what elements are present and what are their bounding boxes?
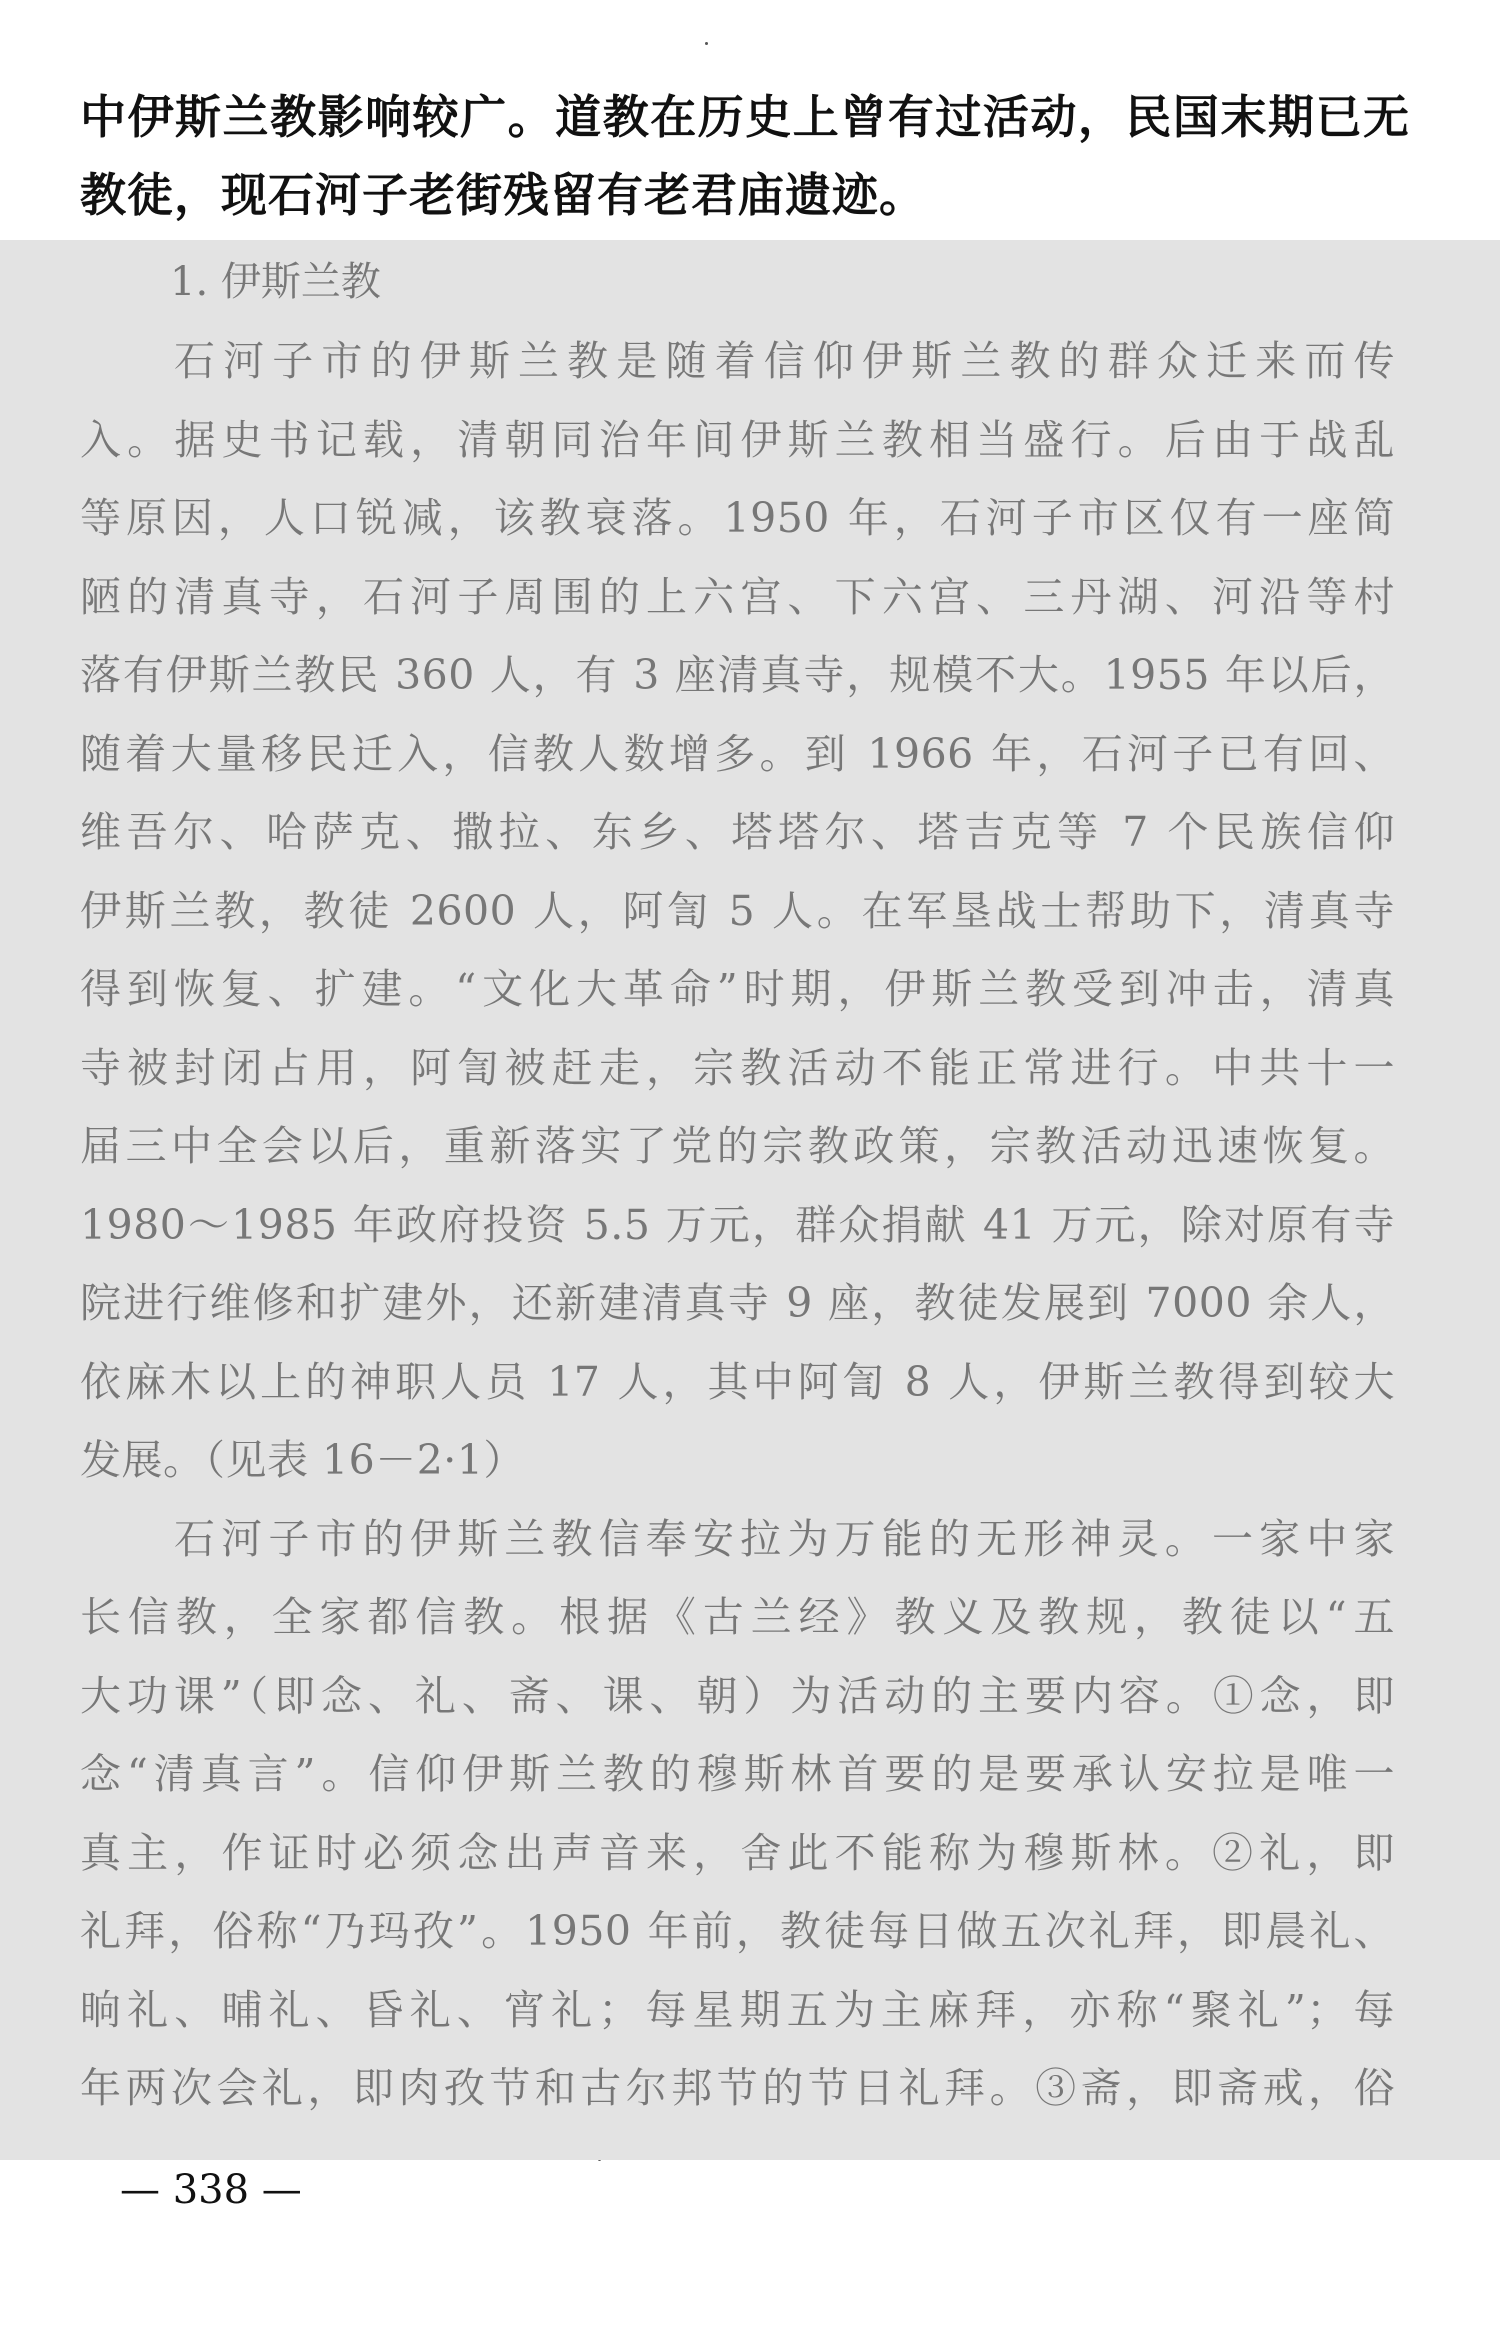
text-line: 维吾尔、哈萨克、撒拉、东乡、塔塔尔、塔吉克等 7 个民族信仰 (80, 808, 1395, 856)
paragraph-2 (80, 1500, 1395, 2128)
page-number: — 338 — (120, 2167, 302, 2213)
text-line: 院进行维修和扩建外，还新建清真寺 9 座，教徒发展到 7000 余人， (80, 1279, 1395, 1327)
text-line: 石河子市的伊斯兰教信奉安拉为万能的无形神灵。一家中家 (174, 1514, 1395, 1563)
text-line: 落有伊斯兰教民 360 人，有 3 座清真寺，规模不大。1955 年以后， (80, 651, 1395, 699)
intro-line: 教徒，现石河子老街残留有老君庙遗迹。 (80, 168, 926, 222)
text-line: 晌礼、晡礼、昏礼、宵礼；每星期五为主麻拜，亦称“聚礼”；每 (80, 1985, 1395, 2034)
section-heading: 1. 伊斯兰教 (170, 259, 381, 305)
text-line: 念“清真言”。信仰伊斯兰教的穆斯林首要的是要承认安拉是唯一 (80, 1750, 1395, 1798)
text-line: 入。据史书记载，清朝同治年间伊斯兰教相当盛行。后由于战乱 (80, 415, 1395, 464)
text-line: 随着大量移民迁入，信教人数增多。到 1966 年，石河子已有回、 (80, 729, 1395, 778)
paragraph-1 (80, 322, 1395, 1500)
text-line: 届三中全会以后，重新落实了党的宗教政策，宗教活动迅速恢复。 (80, 1122, 1395, 1170)
text-line: 等原因，人口锐减，该教衰落。1950 年，石河子市区仅有一座简 (80, 494, 1395, 542)
text-line: 大功课”（即念、礼、斋、课、朝）为活动的主要内容。①念，即 (80, 1671, 1395, 1720)
text-line: 寺被封闭占用，阿訇被赶走，宗教活动不能正常进行。中共十一 (80, 1043, 1395, 1092)
text-line: 1980～1985 年政府投资 5.5 万元，群众捐献 41 万元，除对原有寺 (80, 1200, 1395, 1249)
section-body (80, 252, 1395, 2128)
text-line: 年两次会礼，即肉孜节和古尔邦节的节日礼拜。③斋，即斋戒，俗 (80, 2064, 1395, 2112)
text-line: 真主，作证时必须念出声音来，舍此不能称为穆斯林。②礼，即 (80, 1828, 1395, 1877)
text-line: 依麻木以上的神职人员 17 人，其中阿訇 8 人，伊斯兰教得到较大 (80, 1357, 1395, 1406)
text-line: 发展。（见表 16－2·1） (80, 1436, 525, 1484)
text-line: 长信教，全家都信教。根据《古兰经》教义及教规，教徒以“五 (80, 1593, 1395, 1641)
text-line: 得到恢复、扩建。“文化大革命”时期，伊斯兰教受到冲击，清真 (80, 965, 1395, 1013)
scan-speck (705, 42, 708, 45)
text-line: 陋的清真寺，石河子周围的上六宫、下六宫、三丹湖、河沿等村 (80, 572, 1395, 621)
intro-line: 中伊斯兰教影响较广。道教在历史上曾有过活动，民国末期已无 (80, 90, 1410, 144)
text-line: 石河子市的伊斯兰教是随着信仰伊斯兰教的群众迁来而传 (174, 337, 1395, 385)
intro-text (80, 78, 1410, 234)
text-line: 礼拜，俗称“乃玛孜”。1950 年前，教徒每日做五次礼拜，即晨礼、 (80, 1907, 1395, 1955)
text-line: 伊斯兰教，教徒 2600 人，阿訇 5 人。在军垦战士帮助下，清真寺 (80, 886, 1395, 935)
